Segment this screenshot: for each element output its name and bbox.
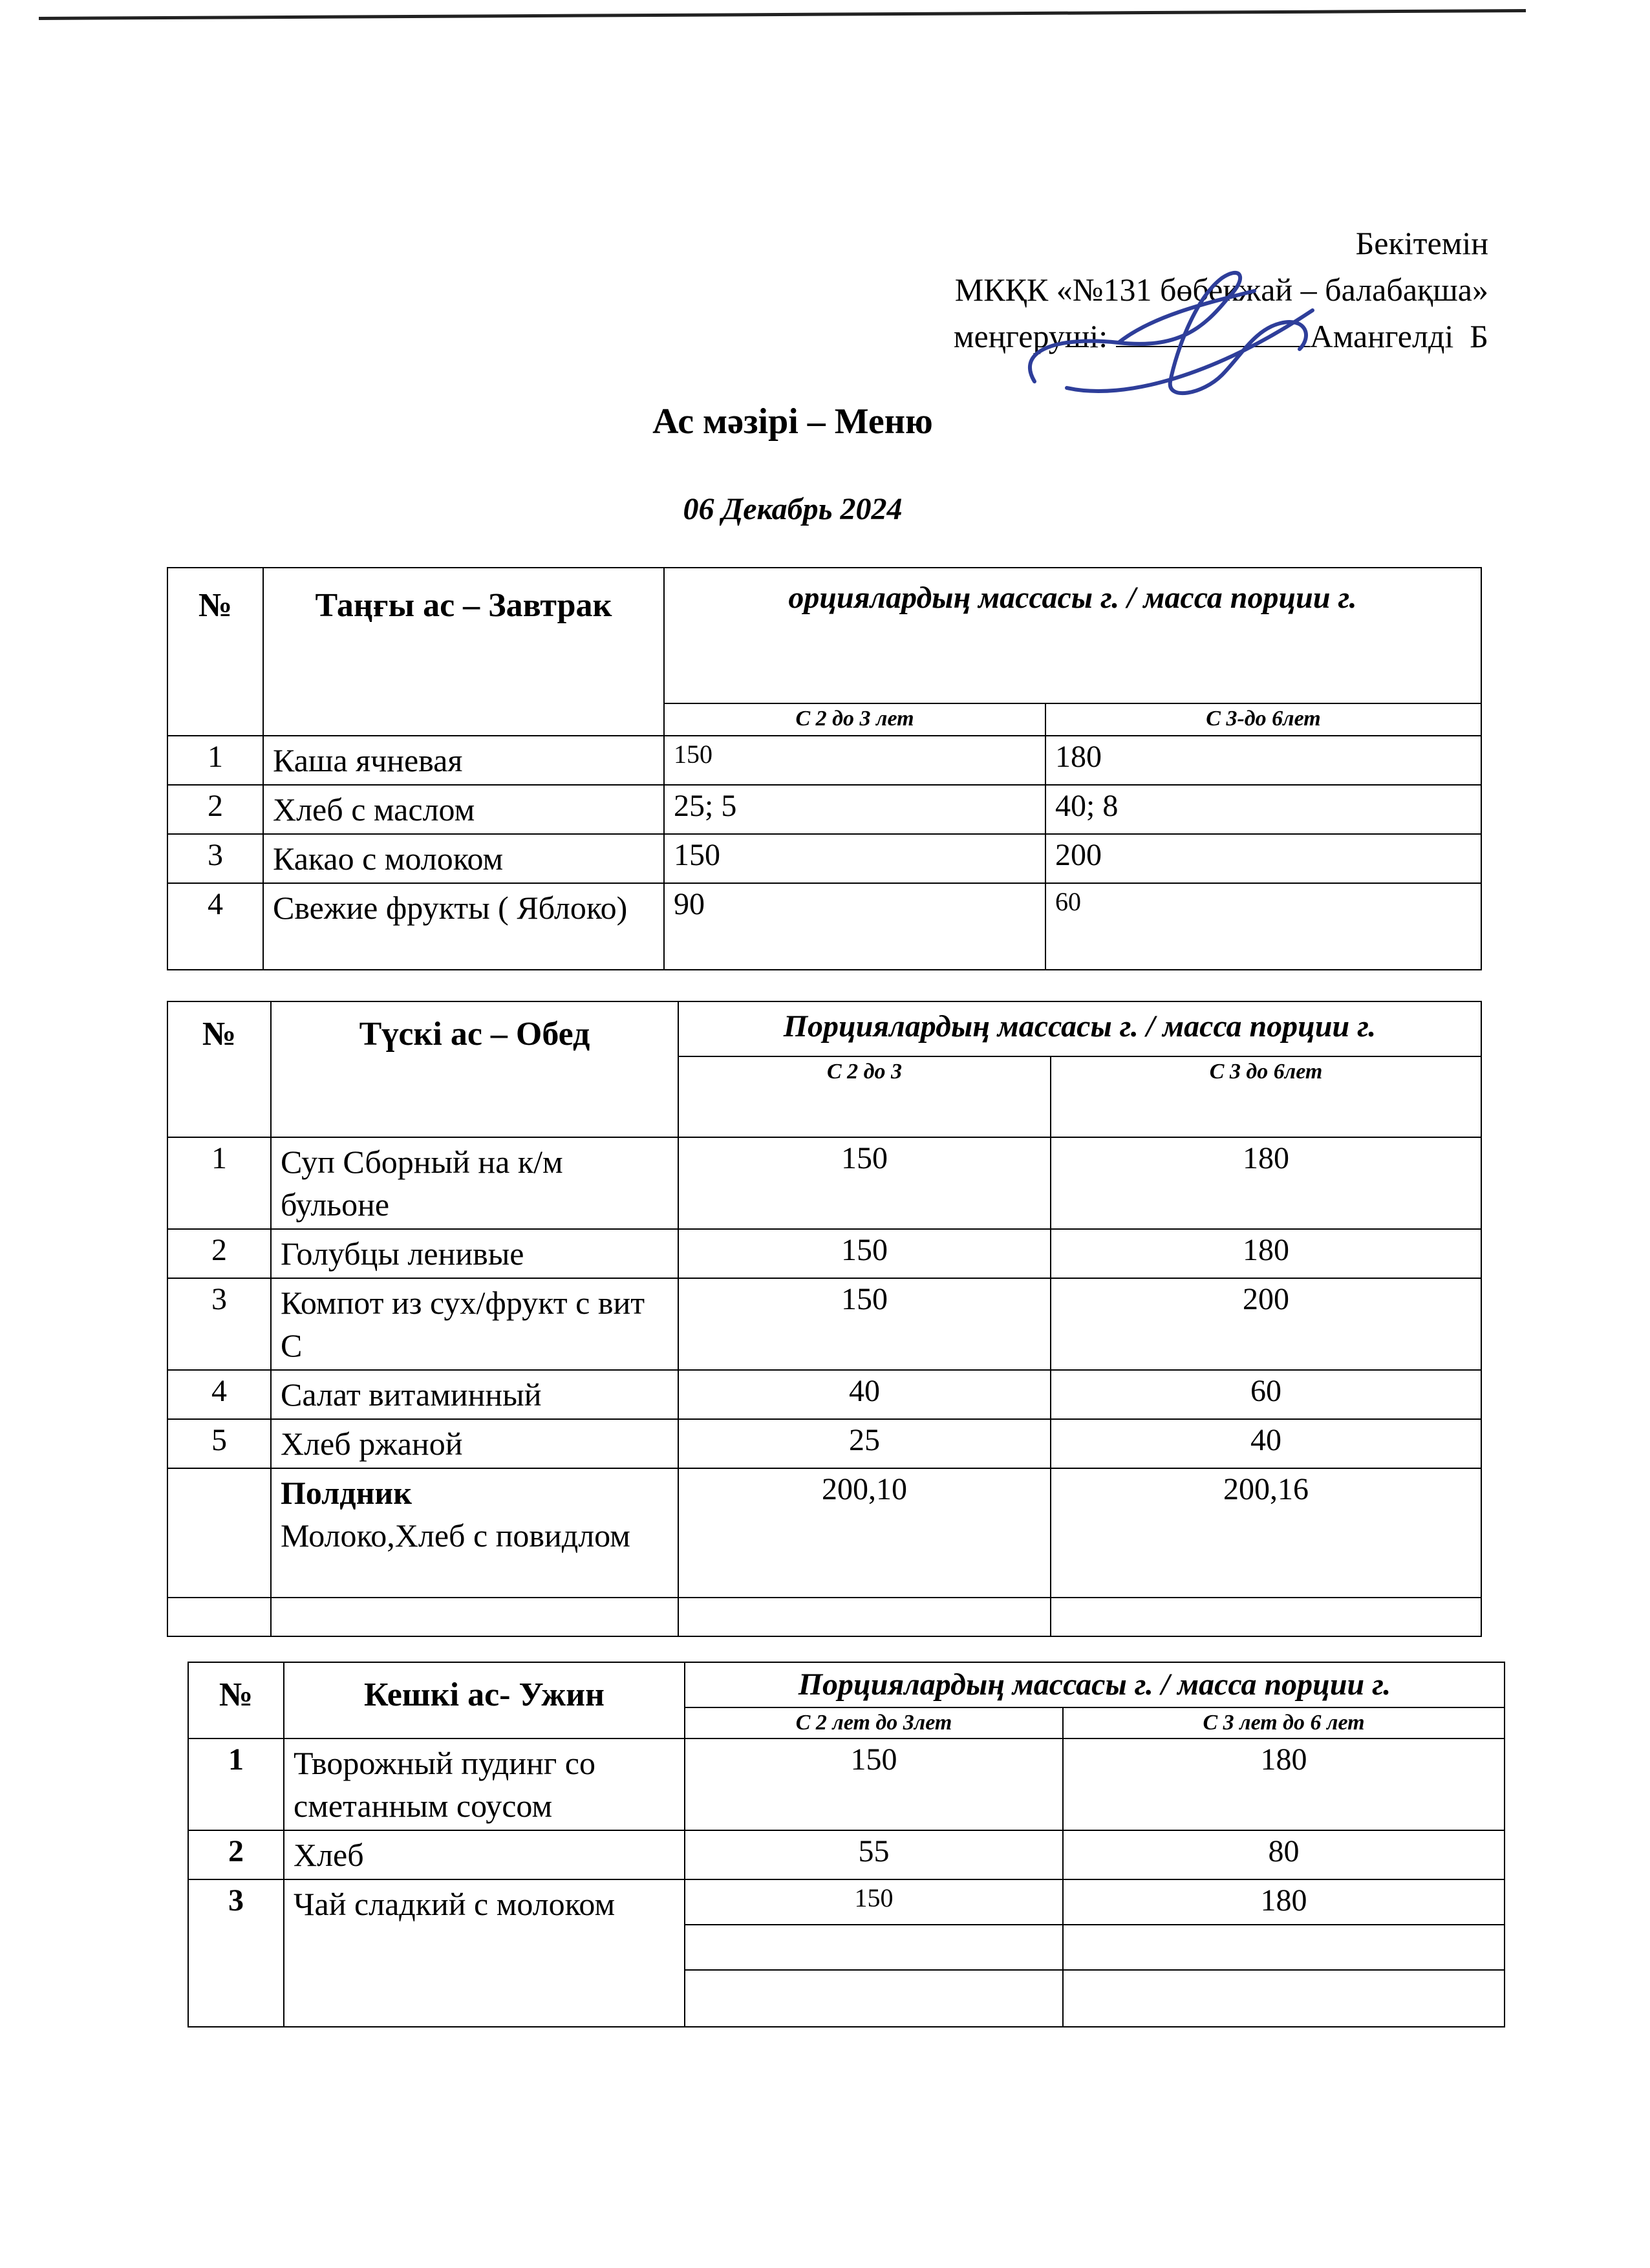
- table-row: [167, 736, 1481, 785]
- breakfast-age-1: С 2 до 3 лет: [664, 703, 1045, 736]
- dish-name: Хлеб с маслом: [263, 785, 664, 834]
- dish-name: Каша ячневая: [263, 736, 664, 785]
- dish-name: Свежие фрукты ( Яблоко): [263, 883, 664, 970]
- scan-edge: [39, 9, 1526, 20]
- dish-name: Чай сладкий с молоком: [284, 1879, 685, 2027]
- lunch-meal-header: Түскі ас – Обед: [271, 1001, 678, 1137]
- row-number: [167, 1468, 271, 1598]
- row-number: 2: [167, 1229, 271, 1278]
- portion-age-2: 200,16: [1051, 1468, 1481, 1598]
- page-title: Ас мәзірі – Меню: [652, 401, 933, 442]
- approval-name: Амангелді Б: [1309, 318, 1488, 354]
- portion-age-2: 180: [1045, 736, 1481, 785]
- snack-title: Полдник: [281, 1475, 412, 1511]
- portion-age-1: 150: [678, 1229, 1051, 1278]
- portion-age-2: 180: [1063, 1738, 1505, 1830]
- row-number: 1: [188, 1738, 284, 1830]
- breakfast-age-2: С 3-до 6лет: [1045, 703, 1481, 736]
- dinner-num-header: №: [188, 1662, 284, 1738]
- portion-age-1: 150: [664, 736, 1045, 785]
- approval-line-2: МКҚК «№131 бөбекжай – балабақша»: [954, 272, 1488, 308]
- portion-age-1: 150: [685, 1879, 1063, 1925]
- row-number: 2: [167, 785, 263, 834]
- dish-name: Какао с молоком: [263, 834, 664, 883]
- row-number: 1: [167, 736, 263, 785]
- portion-age-2: 40: [1051, 1419, 1481, 1468]
- portion-age-1: 150: [664, 834, 1045, 883]
- empty-row: [167, 1598, 1481, 1636]
- portion-age-1: 25; 5: [664, 785, 1045, 834]
- breakfast-mass-header: орциялардың массасы г. / масса порции г.: [664, 568, 1481, 703]
- row-number: 2: [188, 1830, 284, 1879]
- portion-age-2: 80: [1063, 1830, 1505, 1879]
- portion-age-2: 180: [1051, 1229, 1481, 1278]
- row-number: 1: [167, 1137, 271, 1229]
- dish-name: Суп Сборный на к/м бульоне: [271, 1137, 678, 1229]
- portion-age-2: 200: [1051, 1278, 1481, 1370]
- row-number: 4: [167, 883, 263, 970]
- row-number: 5: [167, 1419, 271, 1468]
- lunch-age-1: С 2 до 3: [678, 1056, 1051, 1137]
- snack-dish: Молоко,Хлеб с повидлом: [281, 1517, 630, 1554]
- portion-age-1: 200,10: [678, 1468, 1051, 1598]
- table-row: [188, 1830, 1505, 1879]
- table-row: [167, 1370, 1481, 1419]
- lunch-age-2: С 3 до 6лет: [1051, 1056, 1481, 1137]
- table-row: [167, 834, 1481, 883]
- lunch-table: [167, 1001, 1482, 1637]
- dish-name: Голубцы ленивые: [271, 1229, 678, 1278]
- portion-age-1: 150: [678, 1278, 1051, 1370]
- portion-age-2: 180: [1051, 1137, 1481, 1229]
- portion-age-2: 180: [1063, 1879, 1505, 1925]
- portion-age-1: 55: [685, 1830, 1063, 1879]
- portion-age-2: 60: [1051, 1370, 1481, 1419]
- dish-name: Компот из сух/фрукт с вит С: [271, 1278, 678, 1370]
- approval-position: меңгерушi:: [953, 318, 1108, 354]
- portion-age-2: 40; 8: [1045, 785, 1481, 834]
- portion-age-1: 150: [678, 1137, 1051, 1229]
- snack-cell: [271, 1468, 678, 1598]
- dinner-age-2: С 3 лет до 6 лет: [1063, 1707, 1505, 1738]
- lunch-num-header: №: [167, 1001, 271, 1137]
- row-number: 3: [188, 1879, 284, 2027]
- row-number: 4: [167, 1370, 271, 1419]
- portion-age-1: 40: [678, 1370, 1051, 1419]
- dish-name: Творожный пудинг со сметанным соусом: [284, 1738, 685, 1830]
- snack-row: [167, 1468, 1481, 1598]
- row-number: 3: [167, 1278, 271, 1370]
- menu-date: 06 Декабрь 2024: [683, 492, 903, 526]
- dinner-meal-header: Кешкі ас- Ужин: [284, 1662, 685, 1738]
- table-row: [167, 785, 1481, 834]
- breakfast-num-header: №: [167, 568, 263, 736]
- approval-line-1: Бекітемін: [1355, 225, 1488, 261]
- table-row: [167, 1278, 1481, 1370]
- table-row: [167, 1137, 1481, 1229]
- lunch-mass-header: Порциялардың массасы г. / масса порции г.: [678, 1001, 1481, 1056]
- breakfast-table: [167, 567, 1482, 970]
- portion-age-2: 60: [1045, 883, 1481, 970]
- portion-age-2: 200: [1045, 834, 1481, 883]
- row-number: 3: [167, 834, 263, 883]
- table-row: [167, 1419, 1481, 1468]
- table-row: [167, 1229, 1481, 1278]
- dinner-table: [188, 1662, 1505, 2027]
- portion-age-1: 25: [678, 1419, 1051, 1468]
- table-row: [188, 1879, 1505, 1925]
- portion-age-1: 150: [685, 1738, 1063, 1830]
- breakfast-meal-header: Таңғы ас – Завтрак: [263, 568, 664, 736]
- dinner-mass-header: Порциялардың массасы г. / масса порции г.: [685, 1662, 1505, 1707]
- table-row: [188, 1738, 1505, 1830]
- dish-name: Хлеб: [284, 1830, 685, 1879]
- dish-name: Салат витаминный: [271, 1370, 678, 1419]
- handwritten-signature: [1009, 252, 1345, 420]
- table-row: [167, 883, 1481, 970]
- dish-name: Хлеб ржаной: [271, 1419, 678, 1468]
- dinner-age-1: С 2 лет до 3лет: [685, 1707, 1063, 1738]
- portion-age-1: 90: [664, 883, 1045, 970]
